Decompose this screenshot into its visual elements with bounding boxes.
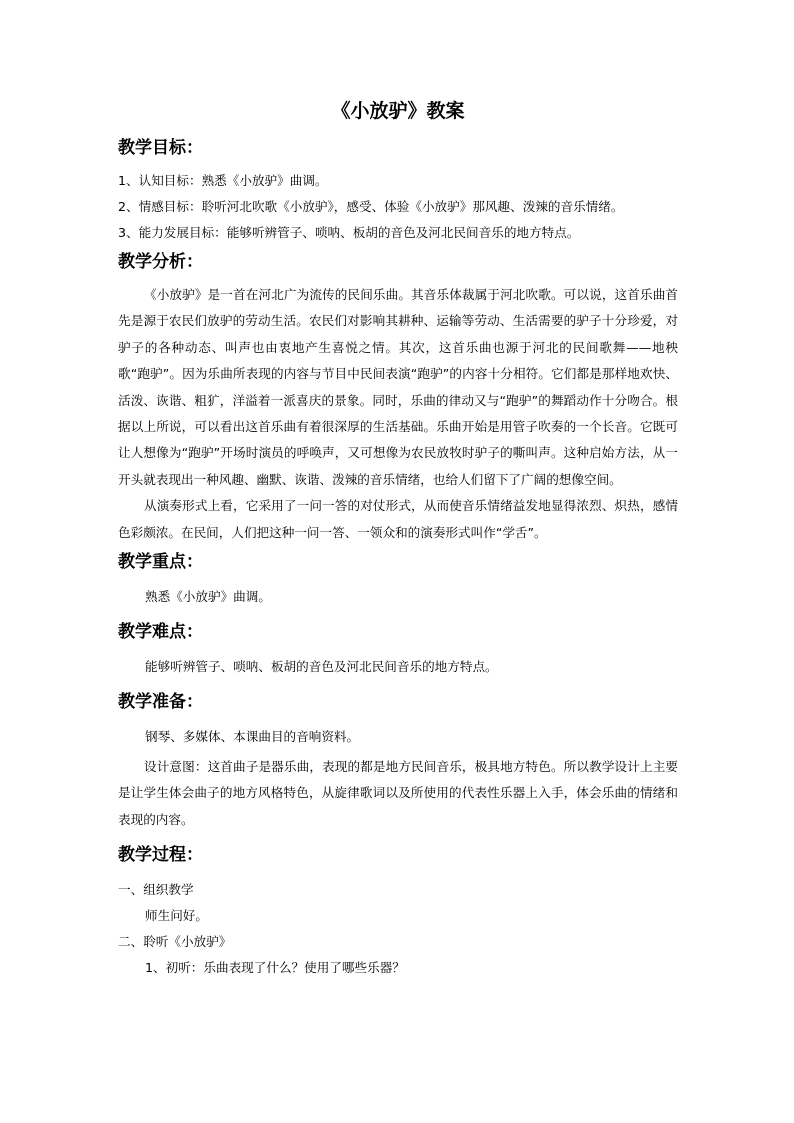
process-step-title: 一、组织教学	[118, 882, 194, 898]
preparation-text: 钢琴、多媒体、本课曲目的音响资料。	[145, 729, 360, 745]
objectives-heading: 教学目标：	[118, 138, 203, 158]
key-points-text: 熟悉《小放驴》曲调。	[145, 589, 271, 605]
analysis-paragraph-2: 从演奏形式上看，它采用了一问一答的对仗形式，从而使音乐情绪益发地显得浓烈、炽热，感情色彩颇浓。在民间，人们把这种一问一答、一领众和的演奏形式叫作“学舌”。	[118, 498, 678, 540]
key-points-heading: 教学重点：	[118, 552, 203, 573]
process-step-title: 二、聆听《小放驴》	[118, 934, 232, 950]
objective-item-cognitive: 1、认知目标：熟悉《小放驴》曲调。	[118, 173, 328, 188]
document-title: 《小放驴》教案	[331, 100, 465, 122]
analysis-heading: 教学分析：	[118, 252, 203, 272]
process-step-detail: 师生问好。	[145, 908, 208, 924]
process-heading: 教学过程：	[118, 845, 203, 866]
process-step-detail: 1、初听：乐曲表现了什么？使用了哪些乐器？	[145, 960, 405, 976]
difficulties-heading: 教学难点：	[118, 622, 203, 643]
preparation-heading: 教学准备：	[118, 692, 203, 713]
difficulties-text: 能够听辨管子、唢呐、板胡的音色及河北民间音乐的地方特点。	[145, 659, 498, 675]
objective-item-emotional: 2、情感目标：聆听河北吹歌《小放驴》，感受、体验《小放驴》那风趣、泼辣的音乐情绪。	[118, 199, 624, 214]
lesson-plan-page	[118, 96, 678, 981]
design-intent-paragraph: 设计意图：这首曲子是器乐曲，表现的都是地方民间音乐，极具地方特色。所以教学设计上主要是让学生体会曲子的地方风格特色，从旋律歌词以及所使用的代表性乐器上入手，体会乐曲的情绪和表现的内容。	[118, 759, 678, 827]
objective-item-ability: 3、能力发展目标：能够听辨管子、唢呐、板胡的音色及河北民间音乐的地方特点。	[118, 225, 580, 240]
analysis-paragraph-1: 《小放驴》是一首在河北广为流传的民间乐曲。其音乐体裁属于河北吹歌。可以说，这首乐曲首先是源于农民们放驴的劳动生活。农民们对影响其耕种、运输等劳动、生活需要的驴子十分珍爱，对驴子的各种动态、叫声也由衷地产生喜悦之情。其次，这首乐曲也源于河北的民间歌舞——地秧歌“跑驴”。因为乐曲所表现的内容与节目中民间表演“跑驴”的内容十分相符。它们都是那样地欢快、活泼、诙谐、粗犷，洋溢着一派喜庆的景象。同时，乐曲的律动又与“跑驴”的舞蹈动作十分吻合。根据以上所说，可以看出这首乐曲有着很深厚的生活基础。乐曲开始是用管子吹奏的一个长音。它既可让人想像为“跑驴”开场时演员的呼唤声，又可想像为农民放牧时驴子的嘶叫声。这种启始方法，从一开头就表现出一种风趣、幽默、诙谐、泼辣的音乐情绪，也给人们留下了广阔的想像空间。	[118, 287, 678, 487]
